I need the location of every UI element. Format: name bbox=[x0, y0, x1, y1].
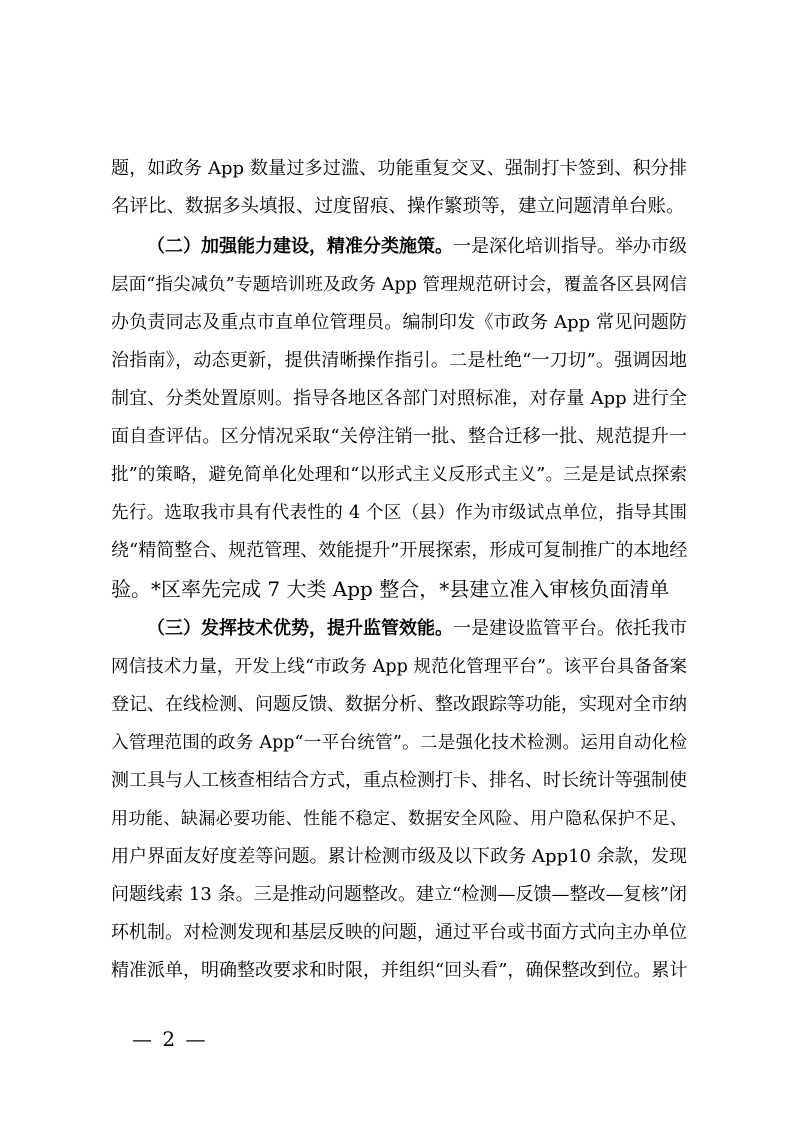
text-line: 网信技术力量，开发上线“市政务 App 规范化管理平台”。该平台具备备案 bbox=[111, 657, 687, 677]
text-line: 面自查评估。区分情况采取“关停注销一批、整合迁移一批、规范提升一 bbox=[111, 426, 687, 447]
document-body bbox=[111, 150, 687, 990]
page-number: — 2 — bbox=[132, 1027, 208, 1051]
text-line: 名评比、数据多头填报、过度留痕、操作繁琐等，建立问题清单台账。 bbox=[111, 196, 685, 217]
text-line: 环机制。对检测发现和基层反映的问题，通过平台或书面方式向主办单位 bbox=[111, 922, 687, 943]
paragraph-2-first-line bbox=[111, 228, 687, 266]
text-line: 办负责同志及重点市直单位管理员。编制印发《市政务 App 常见问题防 bbox=[111, 312, 687, 333]
text-line: 批”的策略，避免简单化处理和“以形式主义反形式主义”。三是是试点探索 bbox=[111, 465, 687, 485]
text-line: 用功能、缺漏必要功能、性能不稳定、数据安全风险、用户隐私保护不足、 bbox=[111, 809, 687, 829]
text-line: 入管理范围的政务 App“一平台统管”。二是强化技术检测。运用自动化检 bbox=[111, 733, 687, 753]
text-line: 用户界面友好度差等问题。累计检测市级及以下政务 App10 余款，发现 bbox=[111, 846, 687, 867]
text-line: 绕“精简整合、规范管理、效能提升”开展探索，形成可复制推广的本地经 bbox=[111, 540, 688, 561]
text-line: 登记、在线检测、问题反馈、数据分析、整改跟踪等功能，实现对全市纳 bbox=[111, 694, 687, 715]
text-line: 先行。选取我市具有代表性的 4 个区（县）作为市级试点单位，指导其围 bbox=[111, 503, 687, 523]
paragraph-3-first-line bbox=[111, 610, 687, 648]
text-line: 治指南》，动态更新，提供清晰操作指引。二是杜绝“一刀切”。强调因地 bbox=[111, 350, 687, 371]
text-line: 测工具与人工核查相结合方式，重点检测打卡、排名、时长统计等强制使 bbox=[111, 770, 687, 791]
text-line: 验。*区率先完成 7 大类 App 整合，*县建立准入审核负面清单 bbox=[111, 577, 670, 601]
section-heading-3: （三）发挥技术优势，提升监管效能。 bbox=[147, 618, 453, 639]
text-line: 问题线索 13 条。三是推动问题整改。建立“检测—反馈—整改—复核”闭 bbox=[111, 884, 687, 905]
text-line: 层面“指尖减负”专题培训班及政务 App 管理规范研讨会，覆盖各区县网信 bbox=[111, 275, 687, 295]
section-heading-2: （二）加强能力建设，精准分类施策。 bbox=[147, 236, 453, 257]
text-line: 制宜、分类处置原则。指导各地区各部门对照标准，对存量 App 进行全 bbox=[111, 388, 687, 409]
text-segment: 一是深化培训指导。举办市级 bbox=[453, 236, 687, 257]
text-segment: 一是建设监管平台。依托我市 bbox=[453, 618, 687, 639]
text-line: 精准派单，明确整改要求和时限，并组织“回头看”，确保整改到位。累计 bbox=[111, 960, 688, 981]
text-line: 题，如政务 App 数量过多过滥、功能重复交叉、强制打卡签到、积分排 bbox=[111, 158, 687, 179]
